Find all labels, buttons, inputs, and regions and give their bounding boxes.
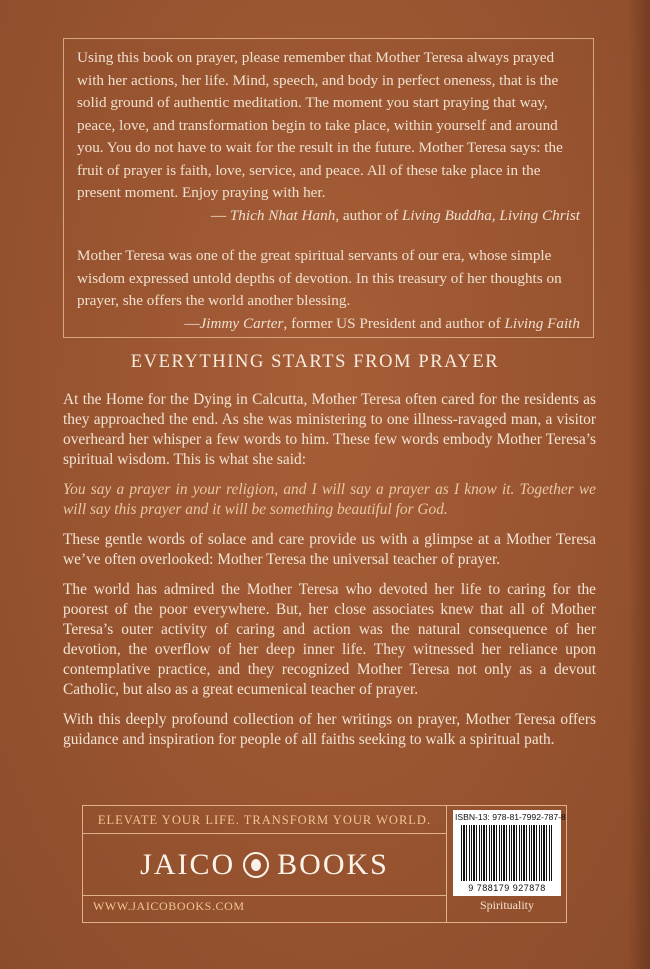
endorsement-attribution-2: —Jimmy Carter, former US President and author of Living Faith <box>184 314 580 332</box>
publisher-name-left: JAICO <box>140 847 236 881</box>
blurb-paragraph-4: With this deeply profound collection of her writings on prayer, Mother Teresa offers guidance and inspiration for people of all faiths seeking to walk a spiritual path. <box>63 711 596 748</box>
jaico-emblem-icon <box>243 852 269 878</box>
endorsement-quote-1: Using this book on prayer, please remember that Mother Teresa always prayed with her actions, her life. Mind, speech, and body in perfect oneness, that is the solid ground of authentic meditation. The moment you start praying that way, peace, love, and transformation begin to take place, within yourself and around you. You do not have to wait for the result in the future. Mother Teresa says: the fruit of prayer is faith, love, service, and peace. All of these take place in the present moment. Enjoy praying with her. <box>77 49 563 201</box>
publisher-logo <box>83 834 446 896</box>
blurb-quote: You say a prayer in your religion, and I will say a prayer as I know it. Together we will say this prayer and it will be something beautiful for God. <box>63 481 596 518</box>
category-label: Spirituality <box>480 898 534 912</box>
endorser-work-2: Living Faith <box>504 314 580 332</box>
blurb-paragraph-2: These gentle words of solace and care provide us with a glimpse at a Mother Teresa we’ve often overlooked: Mother Teresa the universal teacher of prayer. <box>63 531 596 568</box>
section-heading: EVERYTHING STARTS FROM PRAYER <box>130 352 500 372</box>
blurb-paragraph-3: The world has admired the Mother Teresa who devoted her life to caring for the poorest of the poor everywhere. But, her close associates knew that all of Mother Teresa’s outer activity of caring and action was the natural consequence of her devotion, the overflow of her deep inner life. They witnessed her reliance upon contemplative practice, and they recognized Mother Teresa not only as a devout Catholic, but also as a great ecumenical teacher of prayer. <box>63 581 596 698</box>
barcode-icon <box>461 825 553 881</box>
barcode-box <box>453 810 566 896</box>
publisher-name-right: BOOKS <box>277 847 389 881</box>
publisher-url: WWW.JAICOBOOKS.COM <box>93 899 245 913</box>
endorser-work-1: Living Buddha, Living Christ <box>401 206 580 224</box>
publisher-panel <box>82 805 447 923</box>
endorser-name-1: Thich Nhat Hanh <box>229 206 336 224</box>
barcode-number: 9 788179 927878 <box>468 883 546 893</box>
endorsement-attribution-1: — Thich Nhat Hanh, author of Living Buddha, Living Christ <box>210 206 580 224</box>
isbn-label: ISBN-13: 978-81-7992-787-8 <box>455 812 566 822</box>
endorsement-box <box>63 38 594 338</box>
blurb-body <box>63 390 596 760</box>
endorsement-quote-2: Mother Teresa was one of the great spiritual servants of our era, whose simple wisdom expressed untold depths of devotion. In this treasury of her thoughts on prayer, she offers the world another blessing. <box>77 247 562 309</box>
publisher-tagline: ELEVATE YOUR LIFE. TRANSFORM YOUR WORLD. <box>83 806 446 834</box>
spine-edge <box>628 0 650 969</box>
blurb-paragraph-1: At the Home for the Dying in Calcutta, Mother Teresa often cared for the residents as they approached the end. As she was ministering to one illness-ravaged man, a visitor overheard her whisper a few words to him. These few words embody Mother Teresa’s spiritual wisdom. This is what she said: <box>63 391 596 468</box>
endorser-name-2: Jimmy Carter <box>199 314 284 332</box>
